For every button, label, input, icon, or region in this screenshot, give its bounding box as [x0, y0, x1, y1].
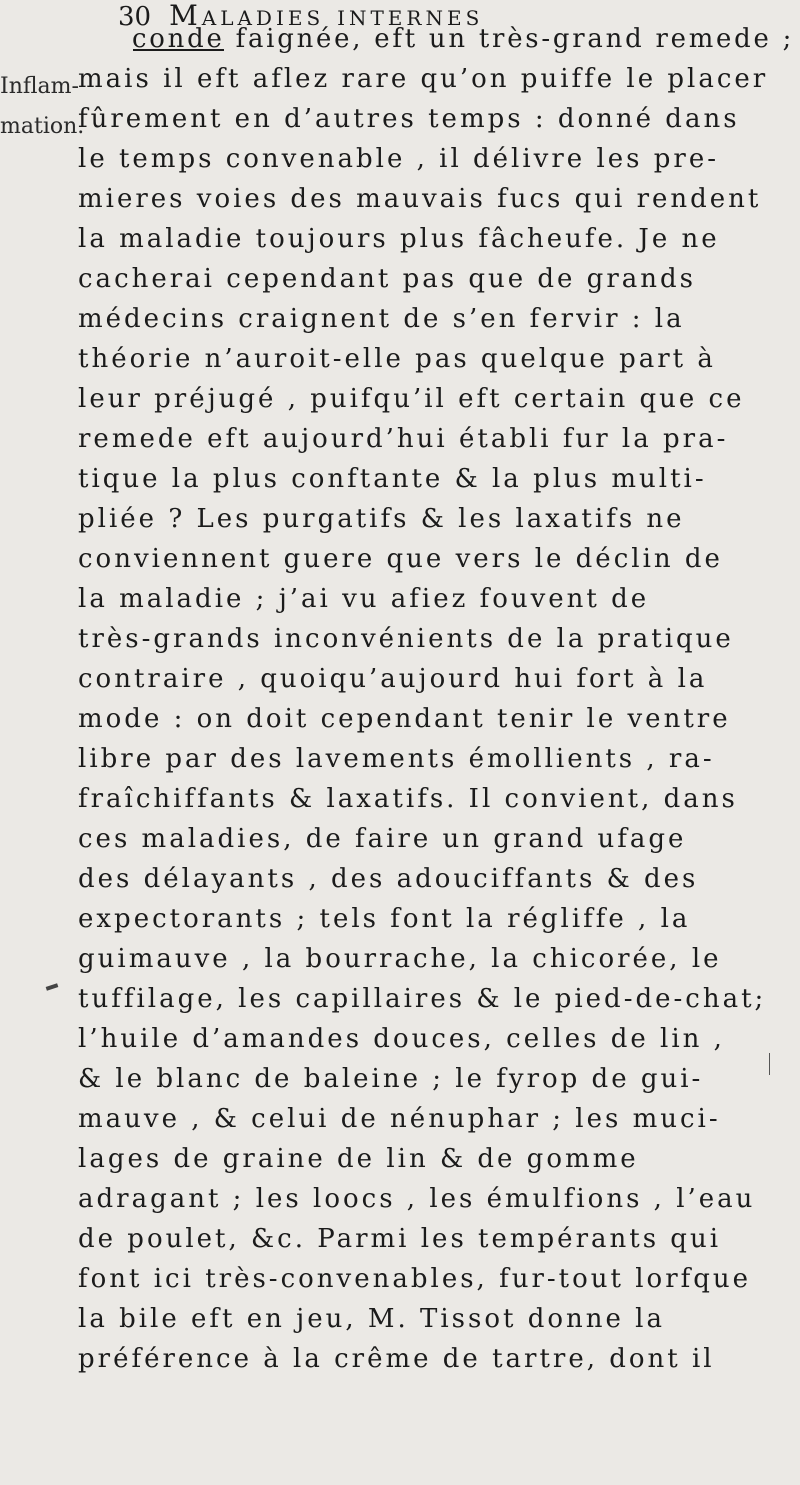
running-title: Maladies internes [169, 0, 484, 32]
text-line [0, 299, 800, 339]
text-line [0, 579, 800, 619]
text-line-content: font ici très-convenables, fur-tout lorfque [78, 1264, 752, 1294]
text-line-content: lages de graine de lin & de gomme [78, 1144, 639, 1174]
text-line [0, 99, 800, 139]
text-line-content: libre par des lavements émollients , ra- [78, 744, 715, 774]
text-line [0, 1139, 800, 1179]
text-line [0, 779, 800, 819]
text-line [0, 459, 800, 499]
text-line-content: conde faignée, eft un très-grand remede ; [132, 24, 795, 54]
text-line [0, 259, 800, 299]
text-line [0, 59, 800, 99]
text-line-content: théorie n’auroit-elle pas quelque part à [78, 344, 716, 374]
text-line-content: expectorants ; tels font la régliffe , la [78, 904, 691, 934]
text-line-content: médecins craignent de s’en fervir : la [78, 304, 685, 334]
text-line-content: guimauve , la bourrache, la chicorée, le [78, 944, 722, 974]
text-line [0, 1099, 800, 1139]
text-line-content: fûrement en d’autres temps : donné dans [78, 104, 740, 134]
text-line-content: mauve , & celui de nénuphar ; les muci- [78, 1104, 721, 1134]
text-line [0, 619, 800, 659]
text-line-content: la maladie toujours plus fâcheufe. Je ne [78, 224, 720, 254]
text-line-content: l’huile d’amandes douces, celles de lin , [78, 1024, 725, 1054]
text-line [0, 179, 800, 219]
text-line [0, 899, 800, 939]
text-line [0, 1179, 800, 1219]
text-line-content: tique la plus conftante & la plus multi- [78, 464, 707, 494]
text-line [0, 739, 800, 779]
text-line [0, 1339, 800, 1379]
text-line [0, 1299, 800, 1339]
text-line [0, 499, 800, 539]
text-line [0, 939, 800, 979]
text-line [0, 139, 800, 179]
text-line-content: contraire , quoiqu’aujourd hui fort à la [78, 664, 708, 694]
page-number: 30 [118, 2, 152, 32]
text-line [0, 699, 800, 739]
text-line [0, 859, 800, 899]
text-line-content: le temps convenable , il délivre les pre- [78, 144, 720, 174]
text-line-content: mais il eft aflez rare qu’on puiffe le placer [78, 64, 769, 94]
text-line [0, 979, 800, 1019]
text-line-content: pliée ? Les purgatifs & les laxatifs ne [78, 504, 685, 534]
text-line [0, 819, 800, 859]
text-line-content: cacherai cependant pas que de grands [78, 264, 696, 294]
text-line-content: tuffilage, les capillaires & le pied-de-chat; [78, 984, 767, 1014]
text-line-content: fraîchiffants & laxatifs. Il convient, dans [78, 784, 738, 814]
text-line-content: de poulet, &c. Parmi les tempérants qui [78, 1224, 722, 1254]
text-line [0, 539, 800, 579]
text-line [0, 19, 800, 59]
text-line [0, 659, 800, 699]
margin-note-line: mation. [0, 114, 85, 139]
text-line [0, 419, 800, 459]
text-line-content: conviennent guere que vers le déclin de [78, 544, 723, 574]
text-line-content: mieres voies des mauvais fucs qui rendent [78, 184, 762, 214]
text-line-content: leur préjugé , puifqu’il eft certain que ce [78, 384, 745, 414]
margin-note-line: Inflam- [0, 74, 79, 99]
text-line [0, 1059, 800, 1099]
text-line-content: la maladie ; j’ai vu afiez fouvent de [78, 584, 650, 614]
text-line-content: adragant ; les loocs , les émulfions , l’eau [78, 1184, 756, 1214]
text-line [0, 1259, 800, 1299]
text-line [0, 379, 800, 419]
text-line-content: & le blanc de baleine ; le fyrop de gui- [78, 1064, 704, 1094]
text-line-content: remede eft aujourd’hui établi fur la pra- [78, 424, 729, 454]
text-line-content: des délayants , des adouciffants & des [78, 864, 699, 894]
text-line [0, 339, 800, 379]
text-line [0, 219, 800, 259]
text-line-content: très-grands inconvénients de la pratique [78, 624, 734, 654]
text-line-content: ces maladies, de faire un grand ufage [78, 824, 687, 854]
scan-tick-mark [769, 1053, 770, 1075]
text-line [0, 1219, 800, 1259]
text-line-content: préférence à la crême de tartre, dont il [78, 1344, 715, 1374]
text-line [0, 1019, 800, 1059]
text-line-content: mode : on doit cependant tenir le ventre [78, 704, 731, 734]
text-line-content: la bile eft en jeu, M. Tissot donne la [78, 1304, 665, 1334]
